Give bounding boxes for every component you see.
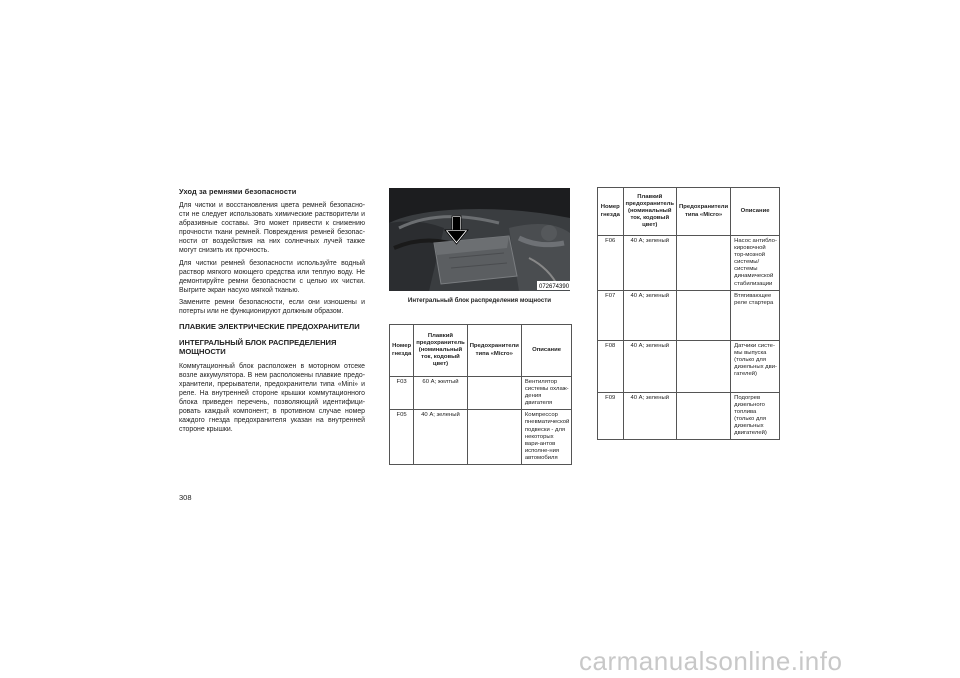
cell-micro bbox=[467, 410, 521, 465]
cell-description: Насос антибло-кировочной тор-мозной системы/ системы динамической стабилизации bbox=[731, 236, 780, 291]
cell-cartridge: 40 А; зеленый bbox=[623, 236, 676, 291]
cell-micro bbox=[677, 392, 731, 440]
table-row bbox=[390, 377, 572, 410]
header-description: Описание bbox=[731, 188, 780, 236]
heading-power-distribution: ИНТЕГРАЛЬНЫЙ БЛОК РАСПРЕДЕЛЕНИЯ МОЩНОСТИ bbox=[179, 337, 337, 357]
cell-slot: F08 bbox=[598, 340, 624, 392]
left-column bbox=[179, 187, 365, 437]
table-header-row bbox=[390, 325, 572, 377]
cell-micro bbox=[467, 377, 521, 410]
header-slot: Номер гнезда bbox=[390, 325, 414, 377]
cell-micro bbox=[677, 290, 731, 340]
paragraph-1: Для чистки и восстановления цвета ремней безопасно-сти не следует использовать химические растворители и абразивные составы. Это может привести к снижению прочности ткани ремней. Повреждения ремней безопас-ности от воздействия на них солнечных лучей также могут снизить их прочность. bbox=[179, 202, 365, 255]
cell-description: Датчики систе-мы выпуска (только для дизельных дви-гателей) bbox=[731, 340, 780, 392]
table-header-row bbox=[598, 188, 780, 236]
paragraph-4: Коммутационный блок расположен в моторном отсеке возле аккумулятора. В нем расположены плавкие предо-хранители, прерыватели, предохранители типа «Mini» и реле. На внутренней стороне крышки коммутационного блока приведен перечень, позволяющий идентифици-ровать каждый компонент; в противном случае номер каждого гнезда предохранителя указан на внутренней стороне крышки. bbox=[179, 362, 365, 434]
heading-fuses: ПЛАВКИЕ ЭЛЕКТРИЧЕСКИЕ ПРЕДОХРАНИТЕЛИ bbox=[179, 322, 360, 332]
table-row bbox=[390, 410, 572, 465]
header-cartridge: Плавкий предохранитель (номинальный ток, кодовый цвет) bbox=[414, 325, 467, 377]
cell-description: Вентилятор системы охлаж-дения двигателя bbox=[521, 377, 571, 410]
table-row bbox=[598, 392, 780, 440]
header-description: Описание bbox=[521, 325, 571, 377]
cell-slot: F07 bbox=[598, 290, 624, 340]
cell-cartridge: 40 А; зеленый bbox=[623, 340, 676, 392]
cell-description: Втягивающее реле стартера bbox=[731, 290, 780, 340]
cell-slot: F03 bbox=[390, 377, 414, 410]
cell-micro bbox=[677, 340, 731, 392]
cell-slot: F06 bbox=[598, 236, 624, 291]
header-slot: Номер гнезда bbox=[598, 188, 624, 236]
table-row bbox=[598, 340, 780, 392]
header-micro: Предохранители типа «Micro» bbox=[677, 188, 731, 236]
cell-slot: F09 bbox=[598, 392, 624, 440]
engine-bay-photo bbox=[389, 188, 570, 291]
cell-description: Компрессор пневматической подвески - для некоторых вари-антов исполне-ния автомобиля bbox=[521, 410, 571, 465]
cell-micro bbox=[677, 236, 731, 291]
paragraph-2: Для чистки ремней безопасности используйте водный раствор мягкого моющего средства или теплую воду. Не демонтируйте ремни безопасности с целью их чистки. Выгрите экран насухо мягкой тканью. bbox=[179, 259, 365, 294]
cell-slot: F05 bbox=[390, 410, 414, 465]
cell-description: Подогрев дизельного топлива (только для дизельных двигателей) bbox=[731, 392, 780, 440]
heading-seatbelt-care: Уход за ремнями безопасности bbox=[179, 187, 297, 196]
cell-cartridge: 60 А; желтый bbox=[414, 377, 467, 410]
header-cartridge: Плавкий предохранитель (номинальный ток, кодовый цвет) bbox=[623, 188, 676, 236]
watermark: carmanualsonline.info bbox=[579, 646, 843, 676]
paragraph-3: Замените ремни безопасности, если они изношены и потерты или не функционируют должным образом. bbox=[179, 298, 365, 316]
cell-cartridge: 40 А; зеленый bbox=[623, 290, 676, 340]
page-number: 308 bbox=[179, 493, 192, 502]
image-code: 072674390 bbox=[539, 284, 570, 290]
fuse-table-1 bbox=[389, 324, 572, 465]
fuse-table-2 bbox=[597, 187, 780, 440]
table-row bbox=[598, 290, 780, 340]
header-micro: Предохранители типа «Micro» bbox=[467, 325, 521, 377]
table-row bbox=[598, 236, 780, 291]
cell-cartridge: 40 А; зеленый bbox=[414, 410, 467, 465]
figure-caption: Интегральный блок распределения мощности bbox=[407, 297, 552, 304]
cell-cartridge: 40 А; зеленый bbox=[623, 392, 676, 440]
